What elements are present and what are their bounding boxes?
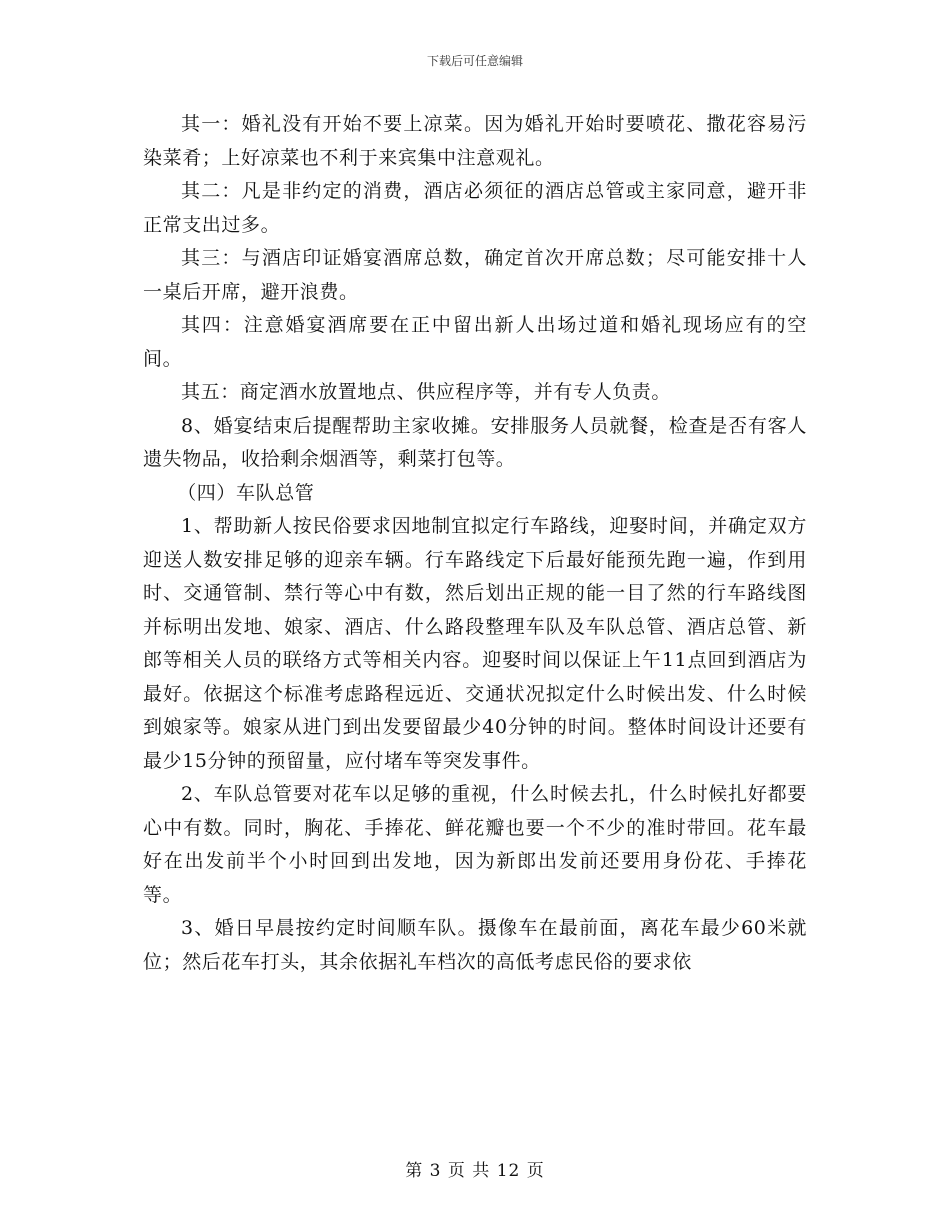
- paragraph-step-2: 2、车队总管要对花车以足够的重视，什么时候去扎，什么时候扎好都要心中有数。同时，胸花、手捧花、鲜花瓣也要一个不少的准时带回。花车最好在出发前半个小时回到出发地，因为新郎出发前还要用身份花、手捧花等。: [143, 783, 807, 906]
- section-heading: （四）车队总管: [177, 481, 315, 504]
- paragraph-item-1: 其一：婚礼没有开始不要上凉菜。因为婚礼开始时要喷花、撒花容易污染菜肴；上好凉菜也不利于来宾集中注意观礼。: [143, 113, 807, 169]
- paragraph-item-5: 其五：商定酒水放置地点、供应程序等，并有专人负责。: [181, 381, 672, 403]
- document-body: [143, 108, 807, 979]
- paragraph-step-1: 1、帮助新人按民俗要求因地制宜拟定行车路线，迎娶时间，并确定双方迎送人数安排足够的迎亲车辆。行车路线定下后最好能预先跑一遍，作到用时、交通管制、禁行等心中有数，然后划出正规的能一目了然的行车路线图并标明出发地、娘家、酒店、什么路段整理车队及车队总管、酒店总管、新郎等相关人员的联络方式等相关内容。迎娶时间以保证上午11点回到酒店为最好。依据这个标准考虑路程远近、交通状况拟定什么时候出发、什么时候到娘家等。娘家从进门到出发要留最少40分钟的时间。整体时间设计还要有最少15分钟的预留量，应付堵车等突发事件。: [143, 515, 807, 772]
- paragraph-item-3: 其三：与酒店印证婚宴酒席总数，确定首次开席总数；尽可能安排十人一桌后开席，避开浪费。: [143, 247, 807, 303]
- paragraph-item-2: 其二：凡是非约定的消费，酒店必须征的酒店总管或主家同意，避开非正常支出过多。: [143, 180, 807, 236]
- paragraph-step-3: 3、婚日早晨按约定时间顺车队。摄像车在最前面，离花车最少60米就位；然后花车打头，其余依据礼车档次的高低考虑民俗的要求依: [143, 917, 807, 973]
- paragraph-step-8: 8、婚宴结束后提醒帮助主家收摊。安排服务人员就餐，检查是否有客人遗失物品，收拾剩余烟酒等，剩菜打包等。: [143, 414, 807, 470]
- page-header: 下载后可任意编辑: [426, 54, 523, 68]
- page-number: 第 3 页 共 12 页: [405, 1161, 545, 1181]
- paragraph-item-4: 其四：注意婚宴酒席要在正中留出新人出场过道和婚礼现场应有的空间。: [143, 314, 807, 370]
